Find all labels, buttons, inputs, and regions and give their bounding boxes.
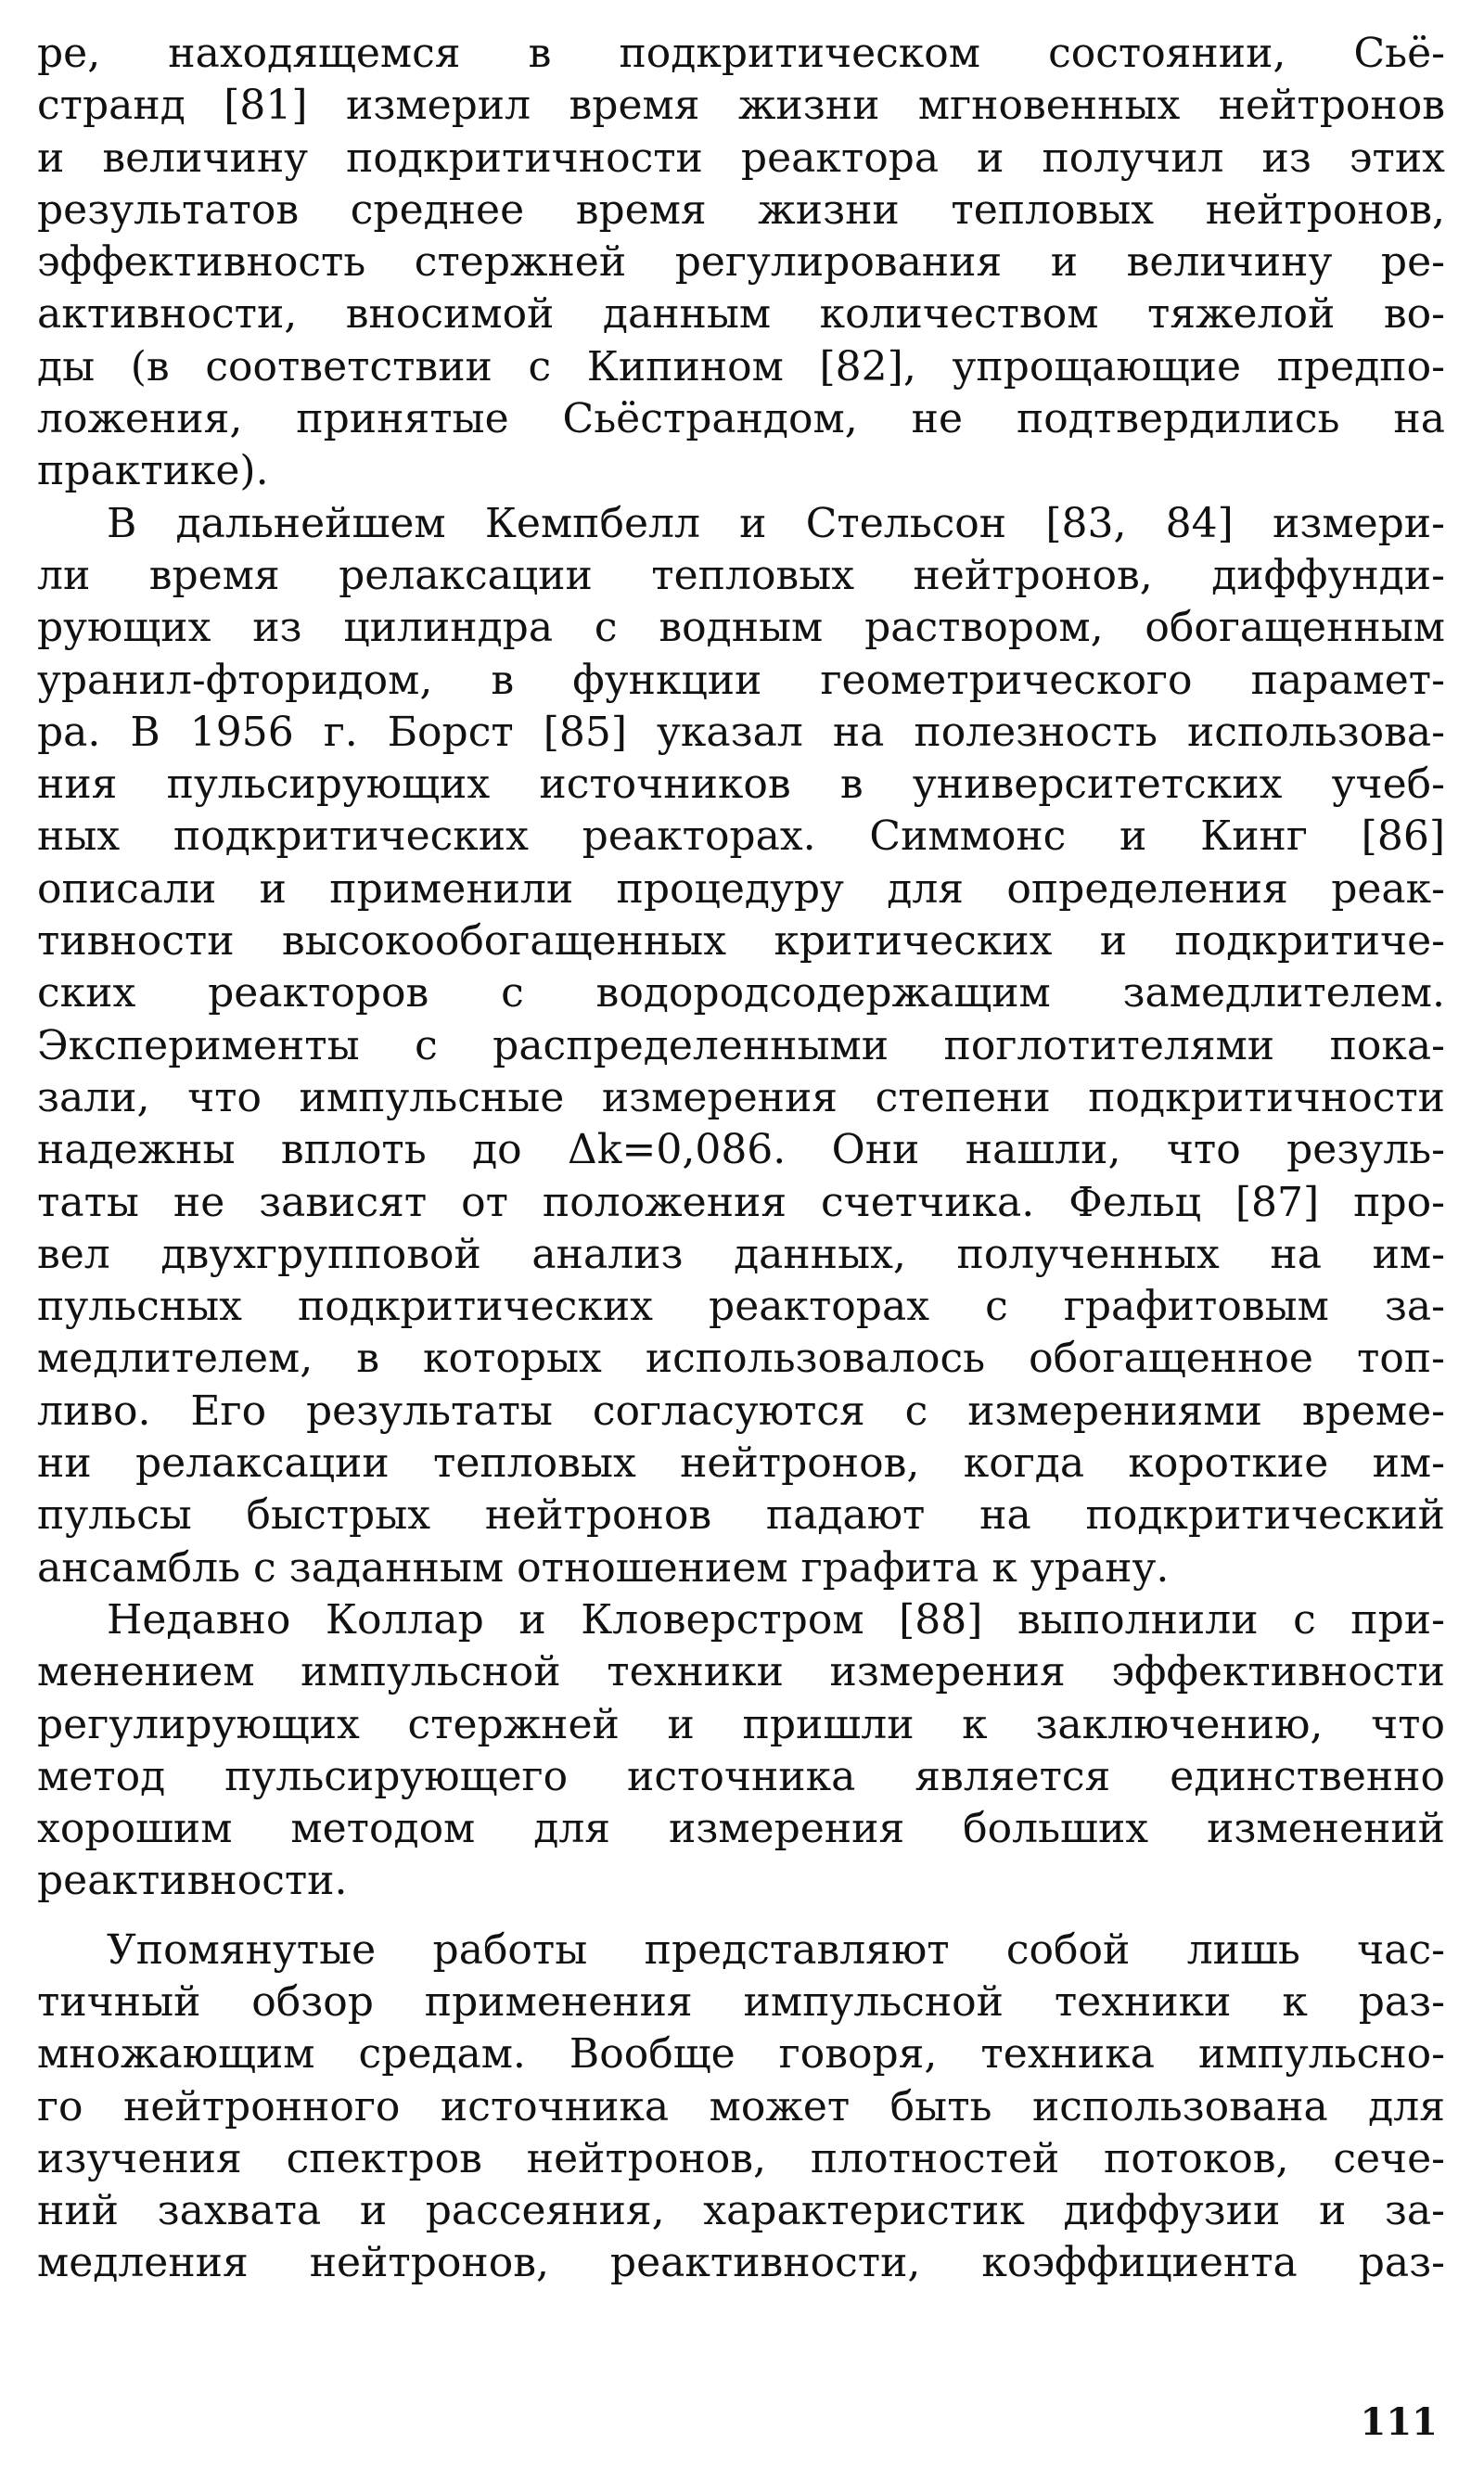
text-line: изучения спектров нейтронов, плотностей потоков, сече- [37,2134,1445,2182]
text-line: практике). [37,447,269,495]
page-number: 111 [1360,2400,1438,2444]
text-line: множающим средам. Вообще говоря, техника импульсно- [37,2030,1445,2079]
paragraph-1 [37,28,1445,498]
text-line: Эксперименты с распределенными поглотителями пока- [37,1021,1445,1069]
text-line: вел двухгрупповой анализ данных, полученных на им- [37,1230,1445,1278]
text-line: описали и применили процедуру для определения реак- [37,864,1445,913]
paragraph-3 [37,1594,1445,1908]
text-line: В дальнейшем Кемпбелл и Стельсон [83, 84] измери- [107,499,1445,547]
text-line: надежны вплоть до Δk=0,086. Они нашли, что резуль- [37,1126,1445,1174]
text-line: хорошим методом для измерения больших изменений [37,1805,1445,1853]
text-line: странд [81] измерил время жизни мгновенных нейтронов [37,82,1445,130]
text-line: ды (в соответствии с Кипином [82], упрощающие предпо- [37,342,1445,390]
text-line: ра. В 1956 г. Борст [85] указал на полезность использова- [37,708,1445,756]
text-line: медлителем, в которых использовалось обогащенное топ- [37,1335,1445,1383]
text-line: ложения, принятые Сьёстрандом, не подтвердились на [37,395,1445,443]
text-line: ских реакторов с водородсодержащим замедлителем. [37,969,1445,1017]
text-line: ливо. Его результаты согласуются с измерениями време- [37,1387,1445,1435]
body-text [37,28,1445,2290]
text-line: реактивности. [37,1857,348,1905]
text-line: уранил-фторидом, в функции геометрического парамет- [37,656,1445,704]
text-line: таты не зависят от положения счетчика. Фельц [87] про- [37,1178,1445,1226]
text-line: активности, вносимой данным количеством тяжелой во- [37,290,1445,339]
text-line: Упомянутые работы представляют собой лишь час- [107,1925,1445,1974]
text-line: пульсы быстрых нейтронов падают на подкритический [37,1491,1445,1540]
paragraph-2 [37,498,1445,1594]
text-line: ных подкритических реакторах. Симмонс и Кинг [86] [37,812,1445,861]
paragraph-gap [37,1908,1445,1925]
text-line: тивности высокообогащенных критических и подкритиче- [37,917,1445,966]
text-line: ний захвата и рассеяния, характеристик диффузии и за- [37,2187,1445,2235]
text-line: медления нейтронов, реактивности, коэффициента раз- [37,2239,1445,2287]
text-line: ансамбль с заданным отношением графита к урану. [37,1543,1170,1592]
text-line: ре, находящемся в подкритическом состоянии, Сьё- [37,30,1445,77]
paragraph-4 [37,1925,1445,2290]
text-line: ния пульсирующих источников в университетских учеб- [37,761,1445,809]
text-line: пульсных подкритических реакторах с графитовым за- [37,1283,1445,1331]
text-line: ли время релаксации тепловых нейтронов, диффунди- [37,551,1445,599]
text-line: тичный обзор применения импульсной техники к раз- [37,1977,1445,2026]
text-line: зали, что импульсные измерения степени подкритичности [37,1073,1445,1121]
text-line: метод пульсирующего источника является единственно [37,1752,1445,1800]
text-line: Недавно Коллар и Кловерстром [88] выполнили с при- [107,1595,1445,1644]
text-line: регулирующих стержней и пришли к заключению, что [37,1700,1445,1748]
text-line: менением импульсной техники измерения эффективности [37,1648,1445,1696]
text-line: и величину подкритичности реактора и получил из этих [37,134,1445,182]
text-line: го нейтронного источника может быть использована для [37,2082,1445,2130]
text-line: ни релаксации тепловых нейтронов, когда короткие им- [37,1439,1445,1488]
text-line: рующих из цилиндра с водным раствором, обогащенным [37,604,1445,652]
text-line: результатов среднее время жизни тепловых нейтронов, [37,185,1445,234]
text-line: эффективность стержней регулирования и величину ре- [37,238,1445,287]
